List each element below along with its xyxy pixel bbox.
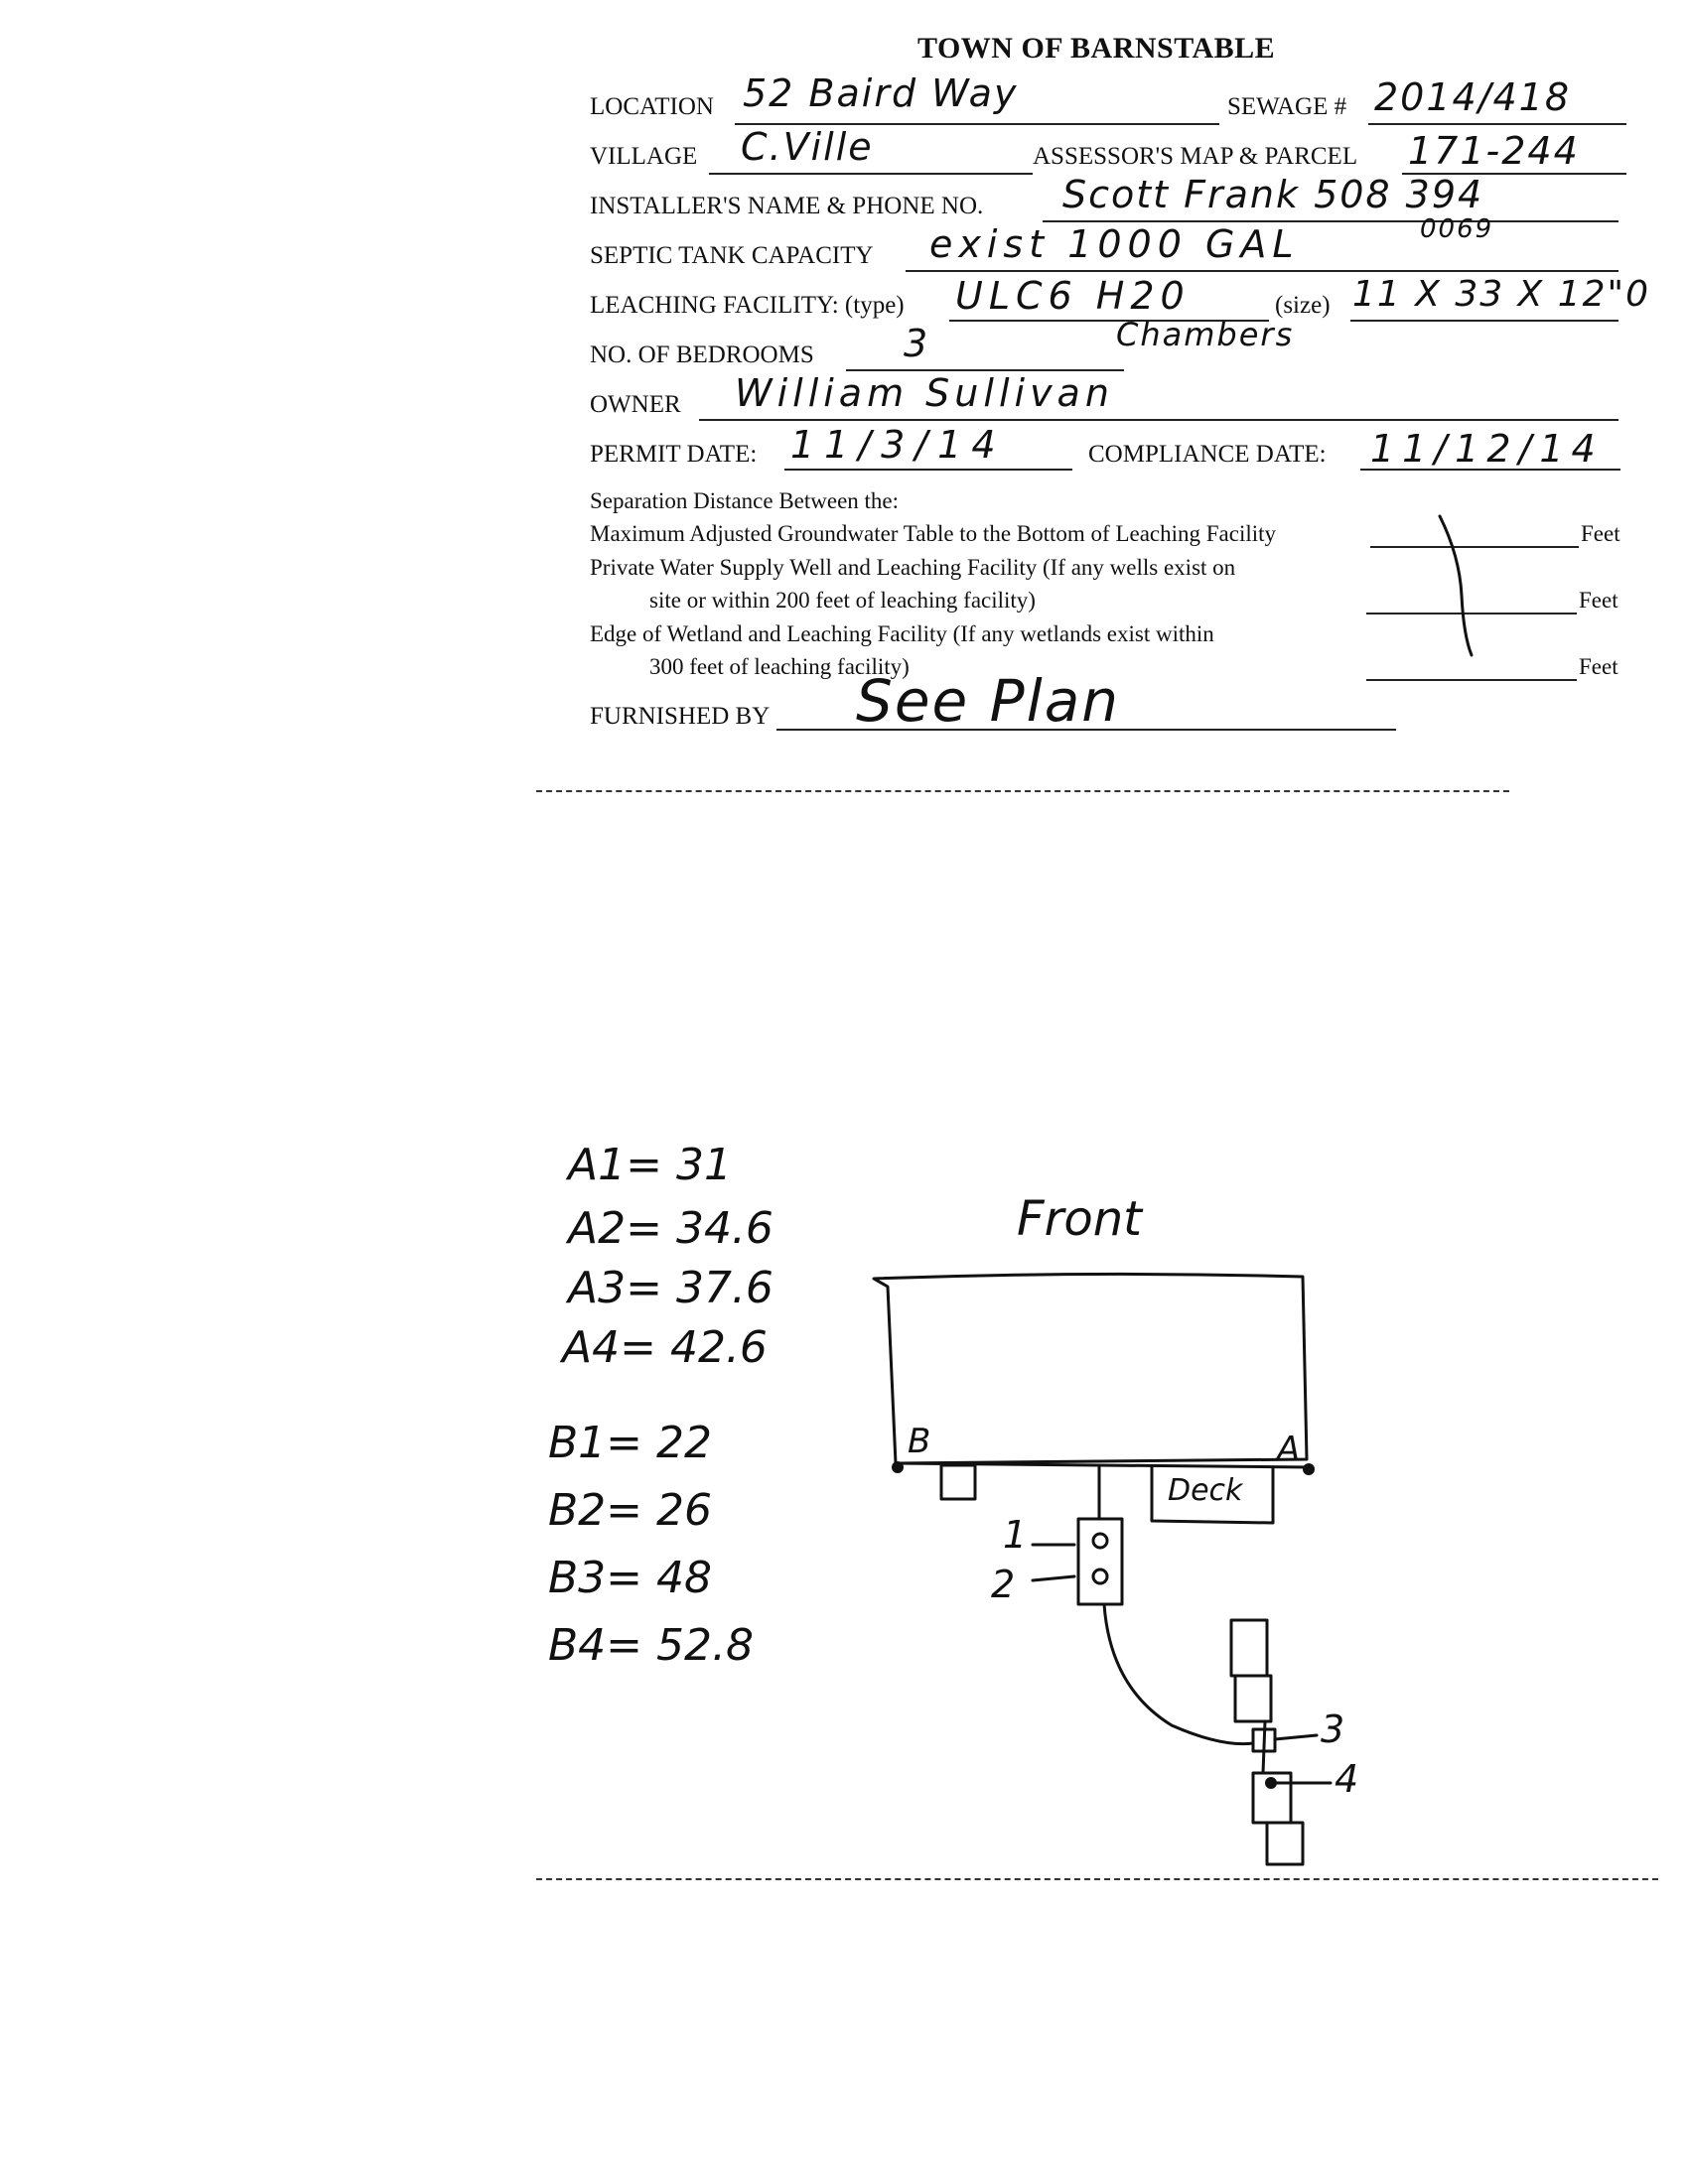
feet-unit-3: Feet: [1579, 654, 1618, 679]
measurement-a4: A4= 42.6: [562, 1322, 768, 1373]
measurement-b1: B1= 22: [548, 1418, 713, 1468]
front-label: Front: [1017, 1191, 1142, 1247]
map-parcel-label: ASSESSOR'S MAP & PARCEL: [1033, 143, 1358, 170]
map-parcel-value: 171-244: [1408, 129, 1580, 173]
point-3-label: 3: [1321, 1707, 1345, 1751]
bedrooms-value: 3: [904, 322, 930, 365]
installer-value: Scott Frank 508 394: [1062, 173, 1484, 216]
sewage-value: 2014/418: [1374, 75, 1572, 119]
deck-label: Deck: [1168, 1473, 1243, 1508]
leaching-type-value: ULC6 H20: [955, 274, 1191, 318]
measurement-a2: A2= 34.6: [568, 1203, 774, 1254]
leaching-size-label: (size): [1275, 292, 1331, 319]
feet-unit-1: Feet: [1581, 521, 1620, 546]
location-value: 52 Baird Way: [743, 71, 1019, 115]
furnished-label: FURNISHED BY: [590, 703, 771, 730]
owner-label: OWNER: [590, 391, 681, 418]
village-label: VILLAGE: [590, 143, 698, 170]
point-4-label: 4: [1335, 1757, 1359, 1801]
separation-item-2b: site or within 200 feet of leaching facility): [649, 588, 1036, 613]
point-2-label: 2: [991, 1563, 1016, 1606]
point-1-label: 1: [1003, 1513, 1028, 1557]
separation-heading: Separation Distance Between the:: [590, 488, 900, 513]
installer-label: INSTALLER'S NAME & PHONE NO.: [590, 193, 984, 219]
sewage-label: SEWAGE #: [1227, 93, 1347, 120]
feet-unit-2: Feet: [1579, 588, 1618, 613]
house-outline: [874, 1274, 1307, 1463]
compliance-date-value: 11/12/14: [1370, 427, 1604, 471]
permit-date-value: 11/3/14: [790, 423, 1006, 467]
measurement-b2: B2= 26: [548, 1485, 713, 1536]
separation-item-3b: 300 feet of leaching facility): [649, 654, 910, 679]
corner-a-label: A: [1277, 1430, 1301, 1469]
owner-value: William Sullivan: [735, 371, 1114, 415]
installer-phone-extra: 0069: [1420, 214, 1494, 244]
separation-item-1: Maximum Adjusted Groundwater Table to the Bottom of Leaching Facility: [590, 521, 1277, 546]
measurement-a1: A1= 31: [568, 1140, 732, 1190]
separation-item-2a: Private Water Supply Well and Leaching Facility (If any wells exist on: [590, 555, 1236, 580]
leaching-type-label: LEACHING FACILITY: (type): [590, 292, 905, 319]
separation-item-3a: Edge of Wetland and Leaching Facility (If any wetlands exist within: [590, 621, 1214, 646]
septic-tank: [1078, 1519, 1122, 1604]
chambers-note: Chambers: [1116, 316, 1295, 353]
location-label: LOCATION: [590, 93, 714, 120]
corner-b-label: B: [908, 1422, 931, 1461]
separation-bracket-stroke: [1440, 516, 1472, 655]
measurement-b3: B3= 48: [548, 1553, 713, 1603]
form-title: TOWN OF BARNSTABLE: [917, 32, 1276, 65]
bedrooms-label: NO. OF BEDROOMS: [590, 341, 814, 368]
furnished-value: See Plan: [856, 667, 1121, 735]
tank-value: exist 1000 GAL: [929, 222, 1300, 266]
village-value: C.Ville: [741, 125, 874, 169]
measurement-a3: A3= 37.6: [568, 1263, 774, 1313]
permit-date-label: PERMIT DATE:: [590, 441, 758, 468]
leaching-size-value: 11 X 33 X 12"0: [1352, 274, 1650, 315]
compliance-date-label: COMPLIANCE DATE:: [1088, 441, 1327, 468]
measurement-b4: B4= 52.8: [548, 1620, 755, 1671]
tank-label: SEPTIC TANK CAPACITY: [590, 242, 874, 269]
bulkhead-box: [941, 1465, 975, 1499]
